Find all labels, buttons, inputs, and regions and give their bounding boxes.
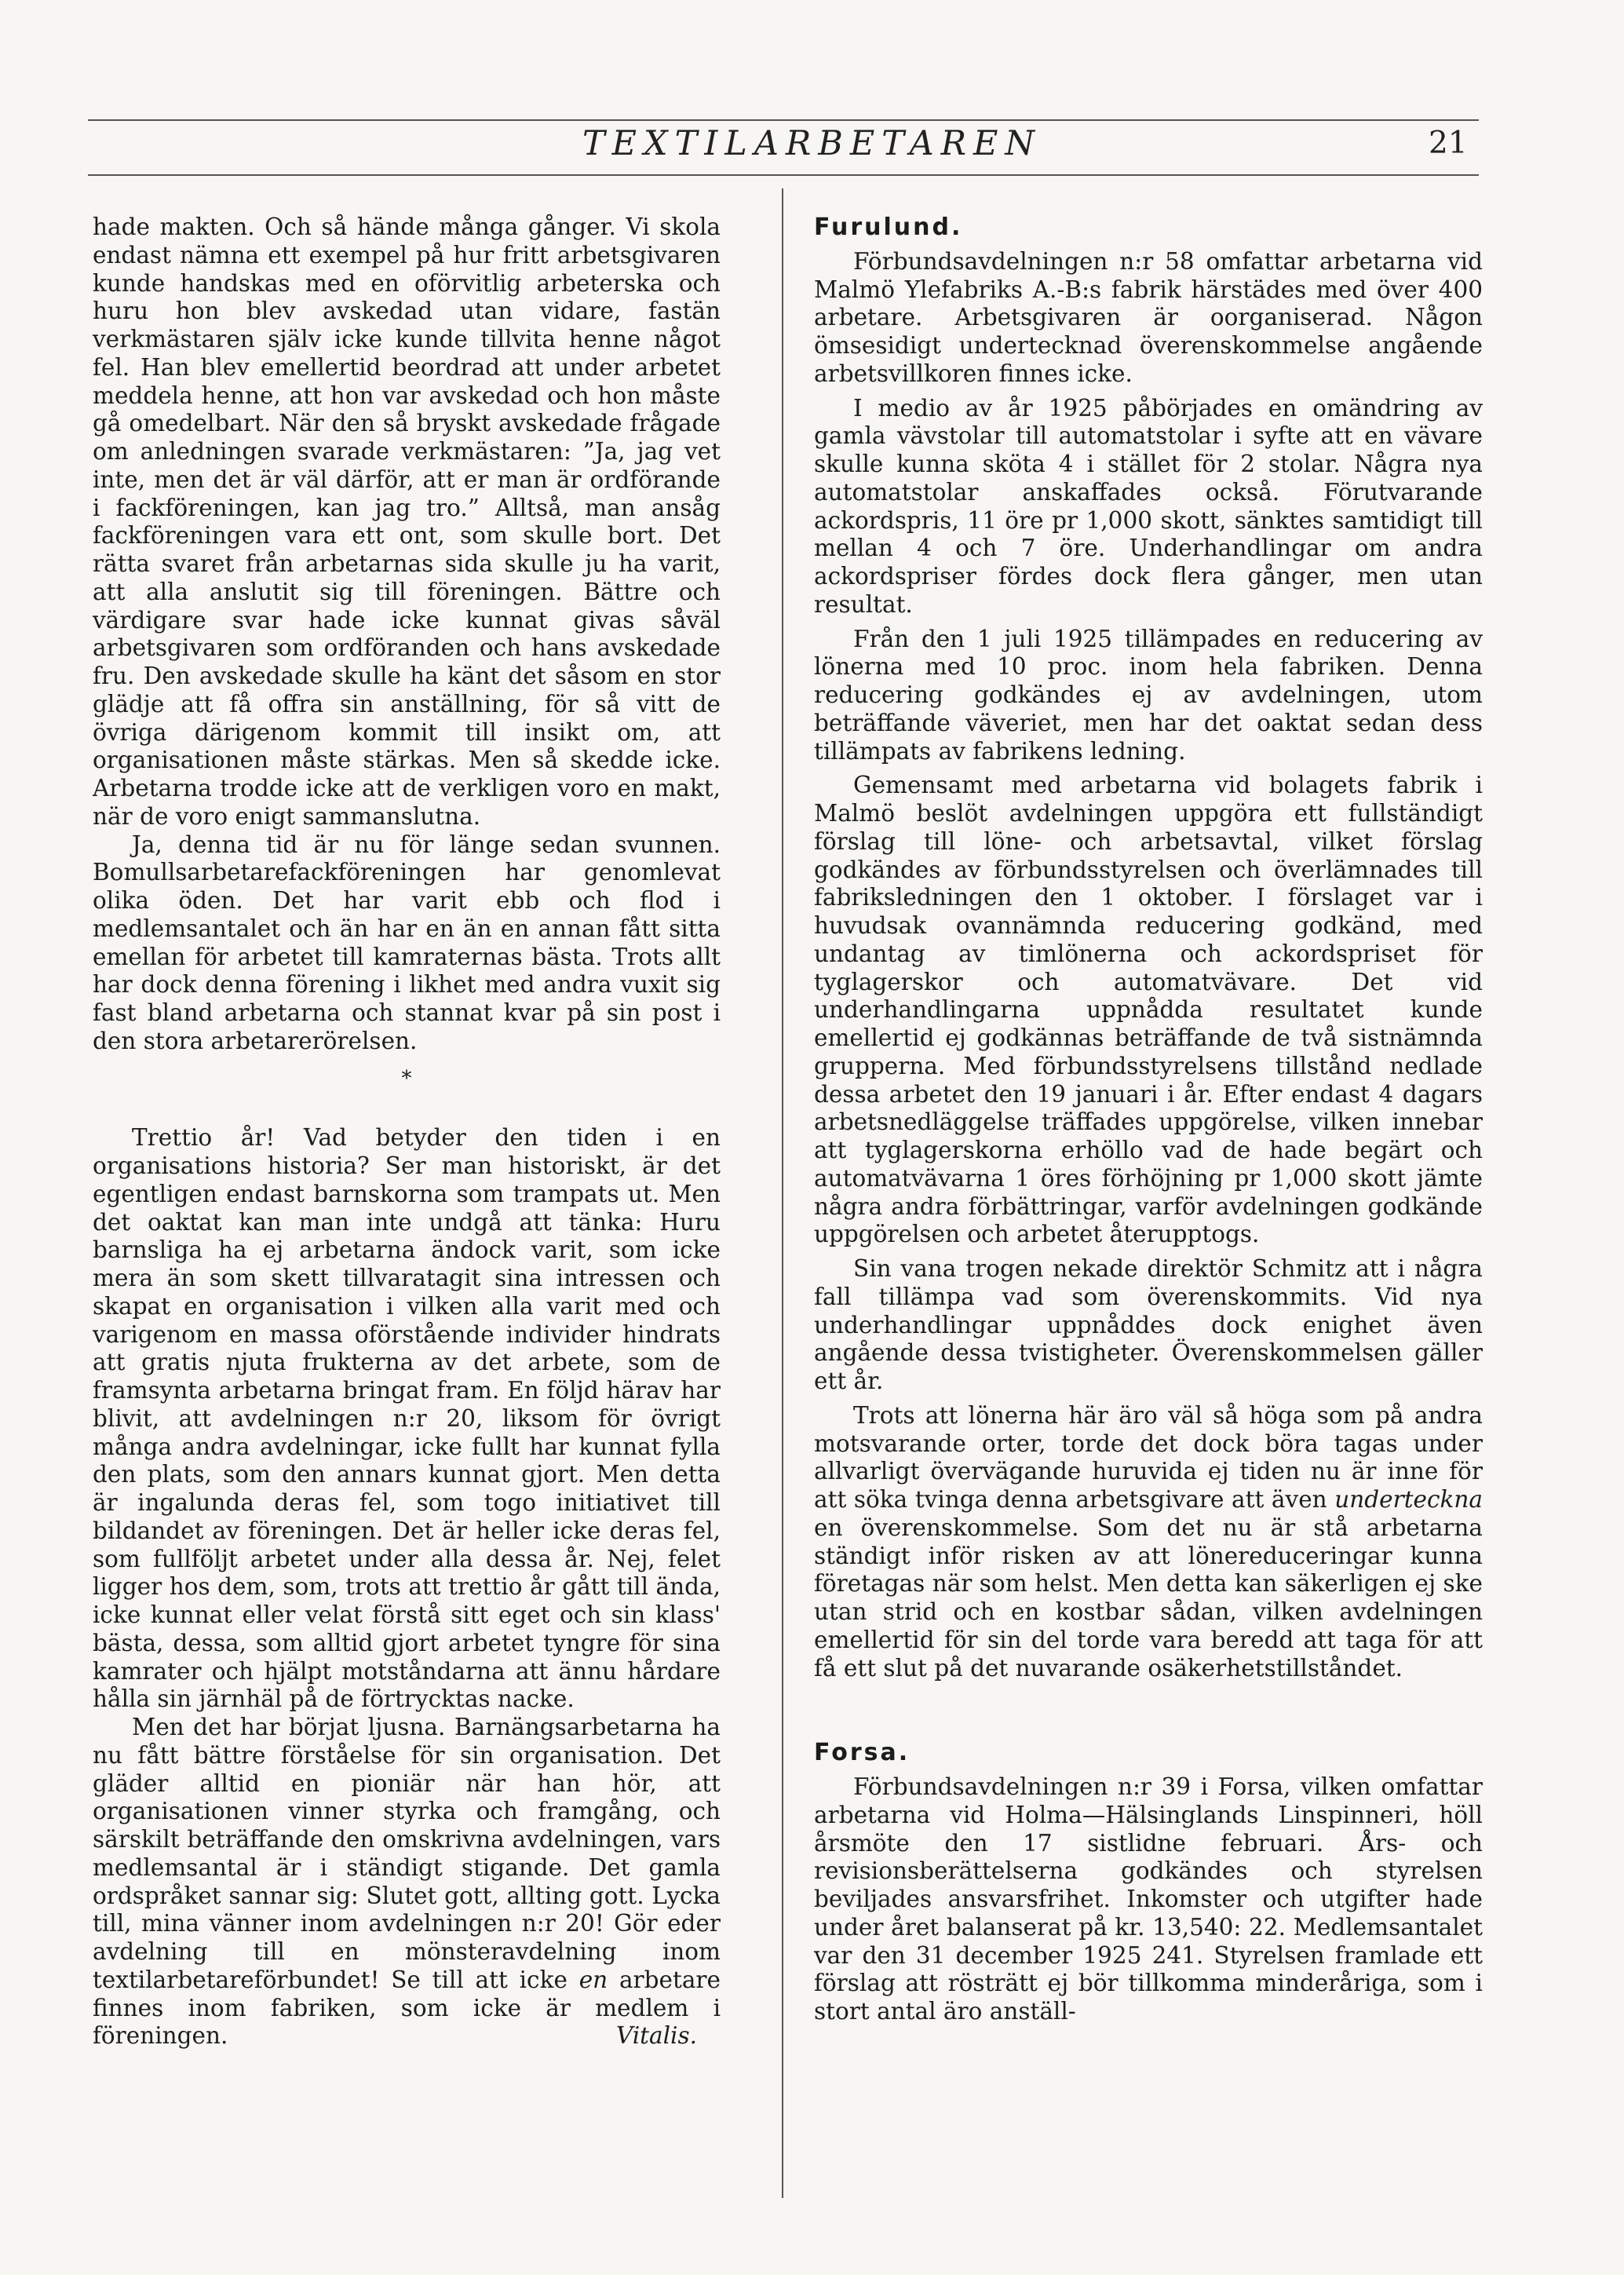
section-heading-furulund: Furulund. bbox=[814, 214, 963, 241]
article-paragraph bbox=[814, 1402, 1483, 1683]
article-paragraph: Från den 1 juli 1925 tillämpades en reducering av lönerna med 10 proc. inom hela fabriken. Denna reducering godkändes ej av avdelningen, utom beträffande väveriet, men har det oaktat sedan dess tillämpats av fabrikens ledning. bbox=[814, 625, 1483, 765]
article-paragraph: Gemensamt med arbetarna vid bolagets fabrik i Malmö beslöt avdelningen uppgöra ett fullständigt förslag till löne- och arbetsavtal, vilket förslag godkändes av förbundsstyrelsen och överlämnades till fabriksledningen den 1 oktober. I förslaget var i huvudsak ovannämnda reducering godkänd, med undantag av timlönerna och ackordspriset för tyglagerskor och automatvävare. Det vid underhandlingarna uppnådda resultatet kunde emellertid ej godkännas beträffande de två sistnämnda grupperna. Med förbundsstyrelsens tillstånd nedlade dessa arbetet den 19 januari i år. Efter endast 4 dagars arbetsnedläggelse träffades uppgörelse, vilken innebar att tyglagerskorna erhöllo vad de hade begärt och automatvävarna 1 öres förhöjning pr 1,000 skott jämte några andra förbättringar, varför avdelningen godkände uppgörelsen och arbetet återupptogs. bbox=[814, 772, 1483, 1248]
article-paragraph: hade makten. Och så hände många gånger. Vi skola endast nämna ett exempel på hur fritt arbetsgivaren kunde handskas med en oförvitlig arbeterska och huru hon blev avskedad utan vidare, fastän verkmästaren själv icke kunde tillvita henne något fel. Han blev emellertid beordrad att under arbetet meddela henne, att hon var avskedad och hon måste gå omedelbart. När den så bryskt avskedade frågade om anledningen svarade verkmästaren: ”Ja, jag vet inte, men det är väl därför, att er man är ordförande i fackföreningen, kan jag tro.” Alltså, man ansåg fackföreningen vara ett ont, som skulle bort. Det rätta svaret från arbetarnas sida skulle ju ha varit, att alla anslutit sig till föreningen. Bättre och värdigare svar hade icke kunnat givas såväl arbetsgivaren som ordföranden och hans avskedade fru. Den avskedade skulle ha känt det såsom en stor glädje att få offra sin anställning, för så vitt de övriga därigenom kommit till insikt om, att organisationen måste stärkas. Men så skedde icke. Arbetarna trodde icke att de verkligen voro en makt, när de voro enigt sammanslutna. bbox=[93, 214, 721, 830]
page-number: 21 bbox=[1429, 126, 1468, 161]
article-paragraph bbox=[93, 1714, 721, 2050]
article-paragraph: Förbundsavdelningen n:r 58 omfattar arbetarna vid Malmö Ylefabriks A.-B:s fabrik härstädes med över 400 arbetare. Arbetsgivaren är oorganiserad. Någon ömsesidigt undertecknad överenskommelse angående arbetsvillkoren finnes icke. bbox=[814, 247, 1483, 387]
right-column bbox=[814, 214, 1483, 2026]
header-bottom-rule bbox=[88, 174, 1479, 176]
emphasized-word: underteckna bbox=[1334, 1486, 1483, 1513]
left-column bbox=[93, 214, 721, 2050]
author-signature: Vitalis. bbox=[615, 2022, 697, 2050]
running-header-title: TEXTILARBETAREN bbox=[582, 124, 1042, 163]
header-top-rule bbox=[88, 119, 1479, 121]
article-paragraph: Trettio år! Vad betyder den tiden i en organisations historia? Ser man historiskt, är det egentligen endast barnskorna som trampats ut. Men det oaktat kan man inte undgå att tänka: Huru barnsliga ha ej arbetarna ändock varit, som icke mera än som skett tillvaratagit sina intressen och skapat en organisation i vilken alla varit med och varigenom en massa oförstående individer hindrats att gratis njuta frukterna av det arbete, som de framsynta arbetarna bringat fram. En följd härav har blivit, att avdelningen n:r 20, liksom för övrigt många andra avdelningar, icke fullt har kunnat fylla den plats, som den annars kunnat gjort. Men detta är ingalunda deras fel, som togo initiativet till bildandet av föreningen. Det är heller icke deras fel, som fullföljt arbetet under alla dessa år. Nej, felet ligger hos dem, som, trots att trettio år gått till ända, icke kunnat eller velat förstå sitt eget och sin klass' bästa, dessa, som alltid gjort arbetet tyngre för sina kamrater och hjälpt motståndarna att ännu hårdare hålla sin järnhäl på de förtrycktas nacke. bbox=[93, 1124, 721, 1713]
emphasized-word: en bbox=[578, 1966, 608, 1993]
article-paragraph-text: en överenskommelse. Som det nu är stå arbetarna ständigt inför risken av att lönereduceringar kunna företagas när som helst. Men detta kan säkerligen ej ske utan strid och en kostbar sådan, vilken avdelningen emellertid för sin del torde vara beredd att taga för att få ett slut på det nuvarande osäkerhetstillståndet. bbox=[814, 1514, 1483, 1682]
article-paragraph: I medio av år 1925 påbörjades en omändring av gamla vävstolar till automatstolar i syfte att en vävare skulle kunna sköta 4 i stället för 2 stolar. Några nya automatstolar anskaffades också. Förutvarande ackordspris, 11 öre pr 1,000 skott, sänktes samtidigt till mellan 4 och 7 öre. Underhandlingar om andra ackordspriser fördes dock flera gånger, men utan resultat. bbox=[814, 394, 1483, 618]
section-separator: * bbox=[401, 1066, 412, 1090]
column-divider bbox=[782, 188, 783, 2198]
section-heading-forsa: Forsa. bbox=[814, 1739, 911, 1767]
article-paragraph: Ja, denna tid är nu för länge sedan svunnen. Bomullsarbetarefackföreningen har genomlevat olika öden. Det har varit ebb och flod i medlemsantalet och än har en än en annan fått sitta emellan för arbetet till kamraternas bästa. Trots allt har dock denna förening i likhet med andra vuxit sig fast bland arbetarna och stannat kvar på sin post i den stora arbetarerörelsen. bbox=[93, 831, 721, 1054]
article-paragraph: Förbundsavdelningen n:r 39 i Forsa, vilken omfattar arbetarna vid Holma—Hälsinglands Linspinneri, höll årsmöte den 17 sistlidne februari. Års- och revisionsberättelserna godkändes och styrelsen beviljades ansvarsfrihet. Inkomster och utgifter hade under året balanserat på kr. 13,540: 22. Medlemsantalet var den 31 december 1925 241. Styrelsen framlade ett förslag att rösträtt ej bör tillkomma minderåriga, som i stort antal äro anställ- bbox=[814, 1773, 1483, 2025]
article-paragraph: Sin vana trogen nekade direktör Schmitz att i några fall tillämpa vad som överenskommits. Vid nya underhandlingar uppnåddes dock enighet även angående dessa tvistigheter. Överenskommelsen gäller ett år. bbox=[814, 1255, 1483, 1394]
article-paragraph-text: Trots att lönerna här äro väl så höga som på andra motsvarande orter, torde det dock böra tagas under allvarligt övervägande huruvida ej tiden nu är inne för att söka tvinga denna arbetsgivare att även bbox=[814, 1401, 1483, 1513]
article-paragraph-text: Men det har börjat ljusna. Barnängsarbetarna ha nu fått bättre förståelse för sin organisation. Det gläder alltid en pioniär när han hör, att organisationen vinner styrka och framgång, och särskilt beträffande den omskrivna avdelningen, vars medlemsantal är i ständigt stigande. Det gamla ordspråket sannar sig: Slutet gott, allting gott. Lycka till, mina vänner inom avdelningen n:r 20! Gör eder avdelning till en mönsteravdelning inom textilarbetareförbundet! Se till att icke bbox=[93, 1714, 721, 1993]
article-paragraph-text: arbetare finnes inom fabriken, som icke är medlem i föreningen. bbox=[93, 1966, 721, 2050]
